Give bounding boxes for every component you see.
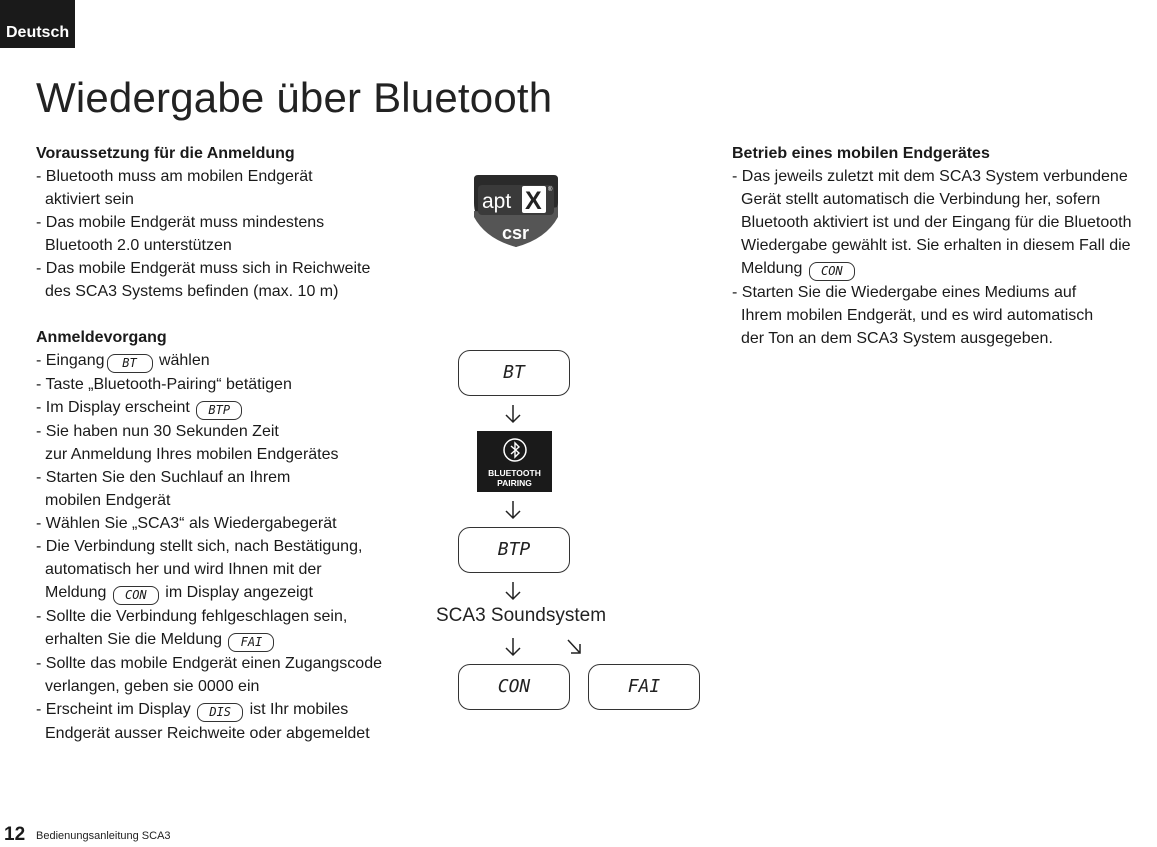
prereq-heading: Voraussetzung für die Anmeldung [36,145,295,162]
prereq-item: - Das mobile Endgerät muss mindestens Bluetooth 2.0 unterstützen [36,214,325,254]
left-column [36,142,426,745]
prereq-item: - Bluetooth muss am mobilen Endgerät aktiviert sein [36,168,313,208]
step-item: - Die Verbindung stellt sich, nach Bestätigung, automatisch her und wird Ihnen mit der Meldung CON im Display angezeigt [36,535,426,605]
step-item: - Eingang BT wählen [36,349,426,373]
display-badge: CON [809,262,855,281]
svg-text:®: ® [548,187,553,193]
step-item: - Im Display erscheint BTP [36,396,426,420]
right-column [732,142,1157,350]
step-item: - Sollte das mobile Endgerät einen Zugangscode verlangen, geben sie 0000 ein [36,655,382,695]
page-title: Wiedergabe über Bluetooth [36,74,553,121]
step-item: - Wählen Sie „SCA3“ als Wiedergabegerät [36,515,337,532]
step-item: - Taste „Bluetooth-Pairing“ betätigen [36,376,292,393]
manual-name: Bedienungsanleitung SCA3 [36,830,171,842]
bluetooth-icon [502,437,528,463]
page-number: 12 [4,824,26,845]
display-badge: DIS [197,703,243,722]
svg-text:X: X [525,187,542,215]
arrow-down-icon [505,581,521,601]
bluetooth-pairing-button[interactable] [477,431,552,492]
display-badge: CON [113,586,159,605]
arrow-down-right-icon [566,637,582,657]
sca3-label: SCA3 Soundsystem [436,605,607,626]
button-label: BLUETOOTH PAIRING [488,468,541,488]
procedure-heading: Anmeldevorgang [36,329,167,346]
arrow-down-icon [505,500,521,520]
display-bt: BT [458,350,570,396]
svg-text:apt: apt [482,190,512,213]
step-item: - Erscheint im Display DIS ist Ihr mobiles Endgerät ausser Reichweite oder abgemeldet [36,701,370,742]
display-badge: BTP [196,401,242,420]
operation-item: - Das jeweils zuletzt mit dem SCA3 System verbundene Gerät stellt automatisch die Verbindung her, sofern Bluetooth aktiviert ist und der Eingang für die Bluetooth Wiedergabe gewählt ist. Sie erhalten in diesem Fall die Meldung CON [732,165,1157,281]
operation-item: - Starten Sie die Wiedergabe eines Mediums auf Ihrem mobilen Endgerät, und es wird automatisch der Ton an dem SCA3 System ausgegeben. [732,284,1094,347]
step-item: - Sie haben nun 30 Sekunden Zeit zur Anmeldung Ihres mobilen Endgerätes [36,423,339,463]
step-item: - Sollte die Verbindung fehlgeschlagen sein, erhalten Sie die Meldung FAI [36,605,426,652]
arrow-down-icon [505,404,521,424]
aptx-csr-logo [466,173,566,249]
language-tab: Deutsch [0,0,75,48]
display-btp: BTP [458,527,570,573]
display-fai: FAI [588,664,700,710]
prereq-item: - Das mobile Endgerät muss sich in Reichweite des SCA3 Systems befinden (max. 10 m) [36,260,371,300]
operation-heading: Betrieb eines mobilen Endgerätes [732,145,990,162]
display-badge: FAI [228,633,274,652]
display-badge: BT [107,354,153,373]
step-item: - Starten Sie den Suchlauf an Ihrem mobilen Endgerät [36,469,291,509]
arrow-down-icon [505,637,521,657]
svg-text:csr: csr [502,223,530,243]
display-con: CON [458,664,570,710]
